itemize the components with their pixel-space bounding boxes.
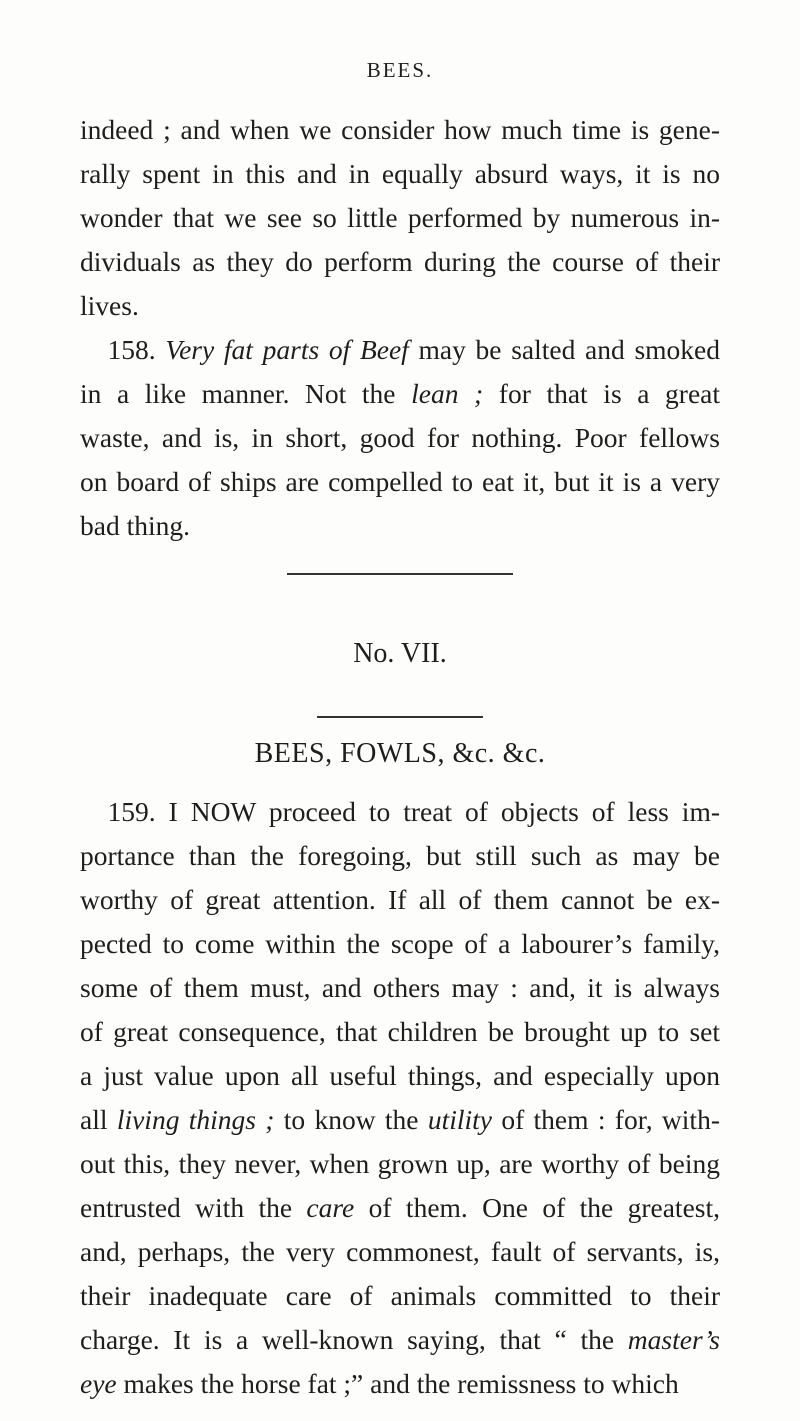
text-line <box>80 284 720 328</box>
text-line <box>80 1054 720 1098</box>
italic-text: Very fat parts of Beef <box>165 334 409 365</box>
text-run: a just value upon all useful things, and especially upon <box>80 1060 720 1091</box>
text-run: of great consequence, that children be brought up to set <box>80 1016 720 1047</box>
text-run: out this, they never, when grown up, are worthy of being <box>80 1148 720 1179</box>
text-run: to know the <box>274 1104 428 1135</box>
paragraph-continued <box>80 108 720 328</box>
text-line <box>80 1010 720 1054</box>
paragraph-158 <box>80 328 720 548</box>
text-run: for that is a great <box>483 378 721 409</box>
text-run: all <box>80 1104 117 1135</box>
running-head: BEES. <box>366 58 434 82</box>
text-line <box>80 240 720 284</box>
text-line <box>80 834 720 878</box>
text-run: their inadequate care of animals committed to their <box>80 1280 720 1311</box>
text-run: wonder that we see so little performed by numerous in- <box>80 202 720 233</box>
text-line <box>80 504 720 548</box>
text-run: dividuals as they do perform during the course of their <box>80 246 720 277</box>
text-run: in a like manner. Not the <box>80 378 412 409</box>
text-run: makes the horse fat ;” and the remissness to which <box>116 1368 679 1399</box>
section-rule-bottom <box>317 716 483 718</box>
text-line <box>80 460 720 504</box>
text-run: and, perhaps, the very commonest, fault of servants, is, <box>80 1236 720 1267</box>
text-run: entrusted with the <box>80 1192 307 1223</box>
italic-text: living things ; <box>116 1104 275 1135</box>
text-run: may be salted and smoked <box>408 334 721 365</box>
text-run: waste, and is, in short, good for nothing. Poor fellows <box>80 422 720 453</box>
text-line <box>80 1186 720 1230</box>
text-run: charge. It is a well-known saying, that “ the <box>80 1324 628 1355</box>
text-run: rally spent in this and in equally absurd ways, it is no <box>80 158 720 189</box>
text-line <box>80 372 720 416</box>
text-line <box>80 878 720 922</box>
text-line <box>80 1098 720 1142</box>
paragraph-159 <box>80 790 720 1406</box>
italic-text: utility <box>427 1104 492 1135</box>
section-number: No. VII. <box>353 638 447 669</box>
text-line <box>80 196 720 240</box>
text-run: indeed ; and when we consider how much time is gene- <box>80 114 720 145</box>
text-run: lives. <box>80 290 139 321</box>
text-run: portance than the foregoing, but still such as may be <box>80 840 720 871</box>
section-rule-top <box>287 573 513 575</box>
text-line <box>80 416 720 460</box>
text-line <box>80 966 720 1010</box>
text-line <box>80 1362 720 1406</box>
text-line <box>80 328 720 372</box>
italic-text: master’s <box>627 1324 720 1355</box>
text-line <box>80 922 720 966</box>
text-run: some of them must, and others may : and, it is always <box>80 972 720 1003</box>
section-title: BEES, FOWLS, &c. &c. <box>254 738 546 769</box>
text-line <box>80 108 720 152</box>
text-line <box>80 1274 720 1318</box>
italic-text: lean ; <box>411 378 484 409</box>
text-line <box>80 152 720 196</box>
text-run: 159. I NOW proceed to treat of objects of less im- <box>80 796 720 827</box>
text-line <box>80 1318 720 1362</box>
text-run: on board of ships are compelled to eat it, but it is a very <box>80 466 720 497</box>
italic-text: eye <box>80 1368 117 1399</box>
text-run: of them. One of the greatest, <box>354 1192 720 1223</box>
text-run: worthy of great attention. If all of them cannot be ex- <box>80 884 720 915</box>
text-line <box>80 790 720 834</box>
text-run: 158. <box>80 334 166 365</box>
text-run: pected to come within the scope of a labourer’s family, <box>80 928 720 959</box>
text-line <box>80 1230 720 1274</box>
italic-text: care <box>306 1192 355 1223</box>
text-run: of them : for, with- <box>492 1104 720 1135</box>
text-line <box>80 1142 720 1186</box>
text-run: bad thing. <box>80 510 190 541</box>
